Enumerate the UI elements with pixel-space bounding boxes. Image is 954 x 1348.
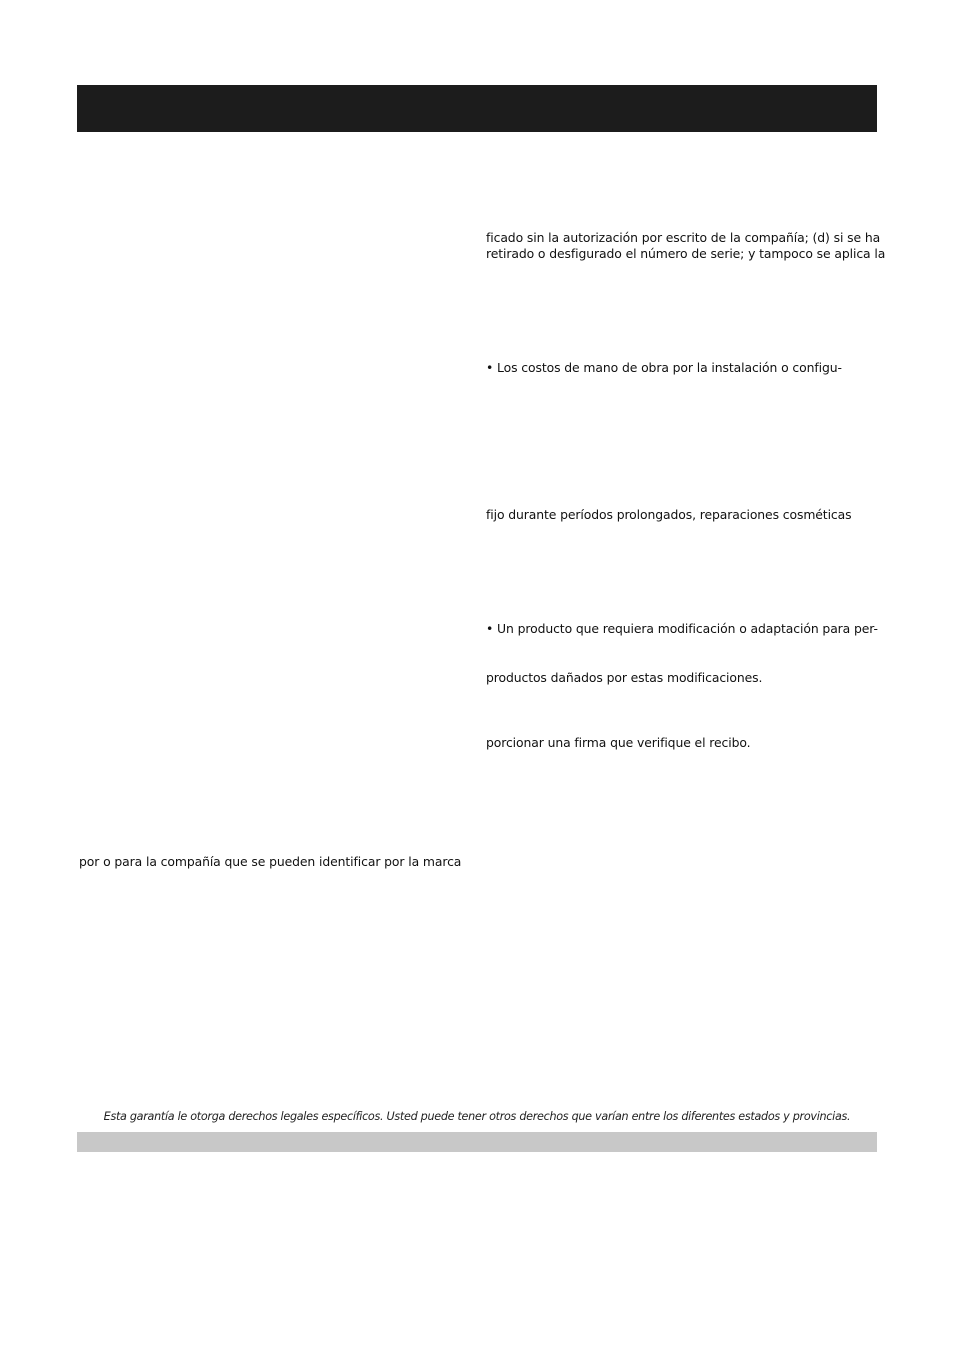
- text-line: productos dañados por estas modificaciones.: [486, 670, 763, 685]
- text-line: por o para la compañía que se pueden identificar por la marca: [79, 854, 462, 869]
- bullet-text-line: • Un producto que requiera modificación o adaptación para per-: [486, 621, 878, 636]
- bullet-text-line: • Los costos de mano de obra por la instalación o configu-: [486, 360, 842, 375]
- text-line-content: retirado o desfigurado el número de serie; y tampoco se aplica la: [486, 246, 886, 261]
- footer-bar: [77, 1132, 877, 1152]
- header-bar: [77, 85, 877, 132]
- text-line-content: ficado sin la autorización por escrito de la compañía; (d) si se ha: [486, 230, 881, 245]
- text-line: porcionar una firma que verifique el recibo.: [486, 735, 751, 750]
- text-line: fijo durante períodos prolongados, reparaciones cosméticas: [486, 507, 852, 522]
- warranty-rights-note: Esta garantía le otorga derechos legales específicos. Usted puede tener otros derechos que varían entre los diferentes estados y provincias.: [103, 1110, 851, 1123]
- text-line: [486, 245, 886, 263]
